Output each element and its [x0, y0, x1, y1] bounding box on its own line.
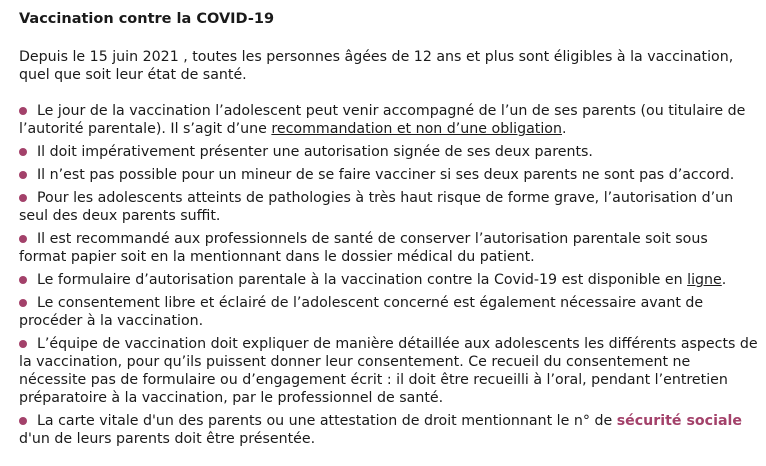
list-item [19, 166, 759, 184]
social-security-link[interactable]: sécurité sociale [616, 413, 743, 429]
list-item [19, 271, 759, 289]
bullet-icon [19, 171, 27, 179]
list-item [19, 335, 759, 407]
item-text: Le jour de la vaccination l’adolescent peut venir accompagné de l’un de ses parents (ou titulaire de l’autorité parentale). Il s’agit d’une [19, 103, 746, 137]
item-text-end: d'un de leurs parents doit être présentée. [19, 431, 316, 447]
item-text: La carte vitale d'un des parents ou une attestation de droit mentionnant le n° de [37, 413, 617, 429]
list-item [19, 102, 759, 138]
item-text: Pour les adolescents atteints de pathologies à très haut risque de forme grave, l’autorisation d’un seul des deux parents suffit. [19, 190, 734, 224]
item-text: Il n’est pas possible pour un mineur de se faire vacciner si ses deux parents ne sont pas d’accord. [37, 167, 735, 183]
bullet-icon [19, 417, 27, 425]
bullet-icon [19, 340, 27, 348]
list-item [19, 230, 759, 266]
list-item [19, 294, 759, 330]
bullet-icon [19, 107, 27, 115]
item-text: Il doit impérativement présenter une autorisation signée de ses deux parents. [37, 144, 593, 160]
bullet-icon [19, 235, 27, 243]
bullet-icon [19, 194, 27, 202]
list-item [19, 412, 759, 448]
page-title: Vaccination contre la COVID-19 [19, 11, 275, 27]
list-item [19, 143, 759, 161]
intro-paragraph: Depuis le 15 juin 2021 , toutes les personnes âgées de 12 ans et plus sont éligibles à la vaccination, quel que soit leur état de santé. [19, 49, 734, 83]
info-list [19, 102, 759, 448]
item-text: Il est recommandé aux professionnels de santé de conserver l’autorisation parentale soit sous format papier soit en la mentionnant dans le dossier médical du patient. [19, 231, 708, 265]
item-text: Le consentement libre et éclairé de l’adolescent concerné est également nécessaire avant de procéder à la vaccination. [19, 295, 704, 329]
bullet-icon [19, 276, 27, 284]
item-text: Le formulaire d’autorisation parentale à la vaccination contre la Covid-19 est disponible en [37, 272, 688, 288]
underlined-text: recommandation et non d’une obligation [271, 121, 562, 137]
list-item [19, 189, 759, 225]
bullet-icon [19, 148, 27, 156]
item-text-end: . [721, 272, 727, 288]
form-online-link[interactable]: ligne [687, 272, 722, 288]
item-text-end: . [561, 121, 567, 137]
item-text: L’équipe de vaccination doit expliquer de manière détaillée aux adolescents les différents aspects de la vaccination, pour qu’ils puissent donner leur consentement. Ce recueil du consentement ne nécessite pas de formulaire ou d’engagement écrit : il doit être recueilli à l’oral, pendant l’entretien préparatoire à la vaccination, par le professionnel de santé. [19, 336, 758, 406]
bullet-icon [19, 299, 27, 307]
